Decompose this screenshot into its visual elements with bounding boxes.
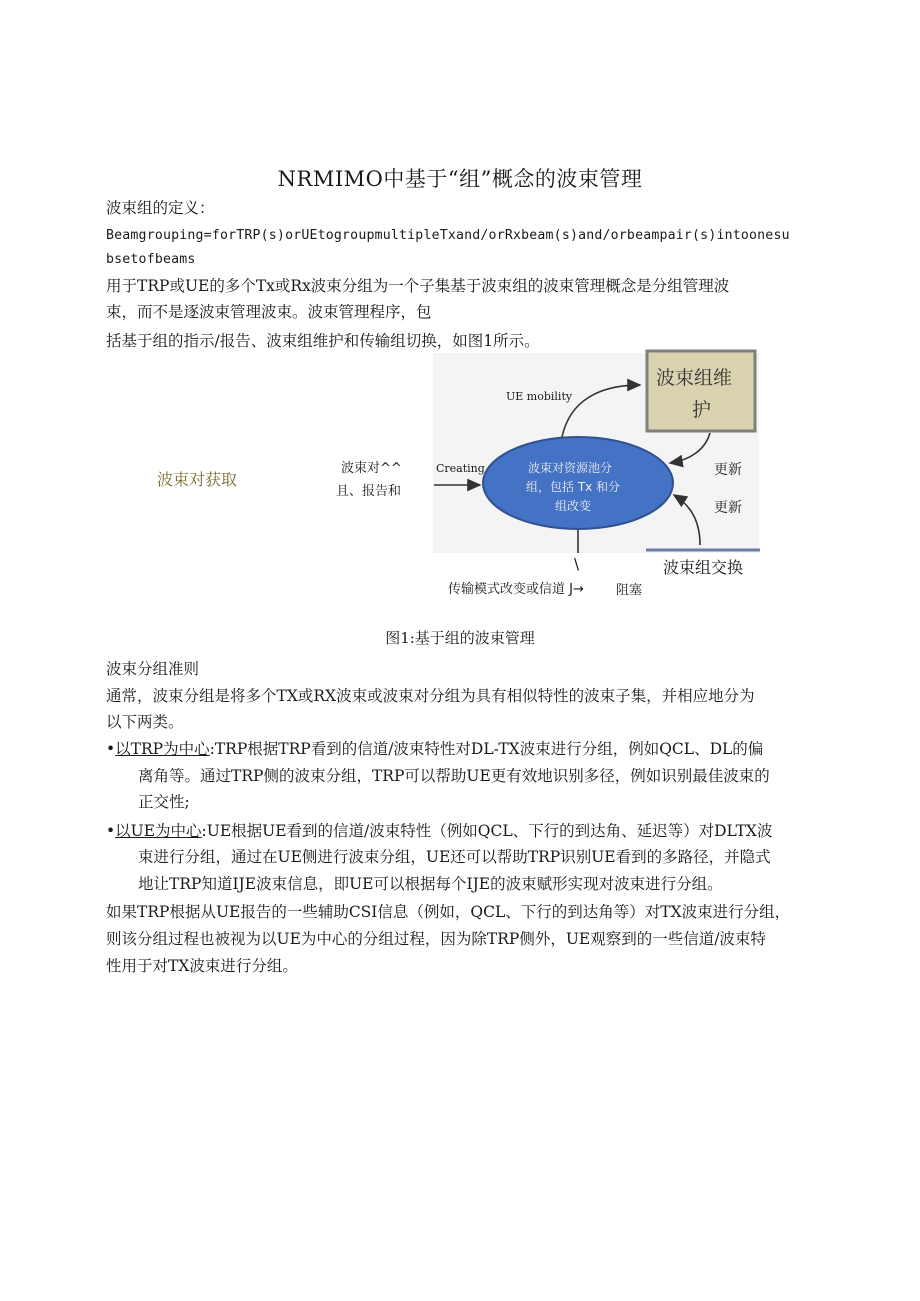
- box-label-line-1: 波束组维: [656, 367, 733, 389]
- bullet-trp-line-2: 离角等。通过TRP侧的波束分组，TRP可以帮助UE更有效地识别多径，例如识别最佳波束的: [138, 767, 770, 785]
- bullet-trp-line-1: [106, 739, 763, 759]
- creating-label: Creating: [436, 462, 485, 475]
- mid-label-line-2: 且、报告和: [336, 484, 402, 499]
- box-label-line-2: 护: [692, 399, 712, 421]
- bullet-trp-marker: •: [106, 740, 116, 758]
- beam-group-switch-label: 波束组交换: [663, 558, 744, 577]
- ellipse-text-line-3: 组改变: [555, 499, 592, 513]
- paragraph-2-line-2: 以下两类。: [106, 713, 184, 731]
- bullet-trp-text: :TRP根据TRP看到的信道/波束特性对DL-TX波束进行分组，例如QCL、DL的偏: [209, 740, 764, 758]
- ellipse-text-line-2: 组，包括 Tx 和分: [526, 480, 621, 494]
- mid-label-line-1: 波束对^^: [341, 461, 402, 476]
- bullet-ue-text: :UE根据UE看到的信道/波束特性（例如QCL、下行的到达角、延迟等）对DLTX波: [201, 822, 773, 840]
- blocking-label: 阻塞: [616, 583, 643, 598]
- definition-english-line-2: bsetofbeams: [106, 252, 196, 267]
- paragraph-3-line-2: 则该分组过程也被视为以UE为中心的分组过程，因为除TRP侧外，UE观察到的一些信道/波束特: [106, 930, 766, 948]
- paragraph-1-line-2: 束，而不是逐波束管理波束。波束管理程序，包: [106, 303, 432, 321]
- ellipse-text-line-1: 波束对资源池分: [528, 461, 613, 475]
- paragraph-1-line-3: 括基于组的指示/报告、波束组维护和传输组切换，如图1所示。: [106, 332, 540, 350]
- backslash-mark: \: [574, 555, 580, 573]
- update-label-1: 更新: [714, 462, 742, 478]
- definition-heading: 波束组的定义：: [106, 199, 215, 217]
- beam-pair-acquisition-label: 波束对获取: [157, 470, 238, 489]
- bullet-ue-line-3: 地让TRP知道IJE波束信息，即UE可以根据每个IJE的波束赋形实现对波束进行分组。: [138, 875, 723, 893]
- bullet-ue-label: 以UE为中心: [115, 822, 202, 840]
- paragraph-3-line-3: 性用于对TX波束进行分组。: [106, 957, 298, 975]
- figure-caption: 图1:基于组的波束管理: [385, 629, 535, 647]
- document-title: NRMIMO中基于“组”概念的波束管理: [277, 167, 643, 191]
- bullet-trp-line-3: 正交性;: [138, 793, 190, 811]
- paragraph-3-line-1: 如果TRP根据从UE报告的一些辅助CSI信息（例如，QCL、下行的到达角等）对TX波束进行分组，: [106, 903, 791, 921]
- ue-mobility-label: UE mobility: [506, 390, 573, 403]
- bullet-ue-line-2: 束进行分组，通过在UE侧进行波束分组，UE还可以帮助TRP识别UE看到的多路径，并隐式: [138, 848, 771, 866]
- criteria-heading: 波束分组准则: [106, 660, 200, 678]
- bullet-ue-line-1: [106, 821, 772, 841]
- beam-management-figure: [100, 345, 820, 605]
- paragraph-2-line-1: 通常，波束分组是将多个TX或RX波束或波束对分组为具有相似特性的波束子集，并相应地分为: [106, 687, 755, 705]
- transmission-mode-label: 传输模式改变或信道 J→: [448, 582, 584, 597]
- definition-english-line-1: Beamgrouping=forTRP(s)orUEtogroupmultipleTxand/orRxbeam(s)and/orbeampair(s)intoonesu: [106, 228, 790, 243]
- update-label-2: 更新: [714, 500, 742, 516]
- bullet-trp-label: 以TRP为中心: [115, 740, 210, 758]
- bullet-ue-marker: •: [106, 822, 116, 840]
- paragraph-1-line-1: 用于TRP或UE的多个Tx或Rx波束分组为一个子集基于波束组的波束管理概念是分组管理波: [106, 277, 730, 295]
